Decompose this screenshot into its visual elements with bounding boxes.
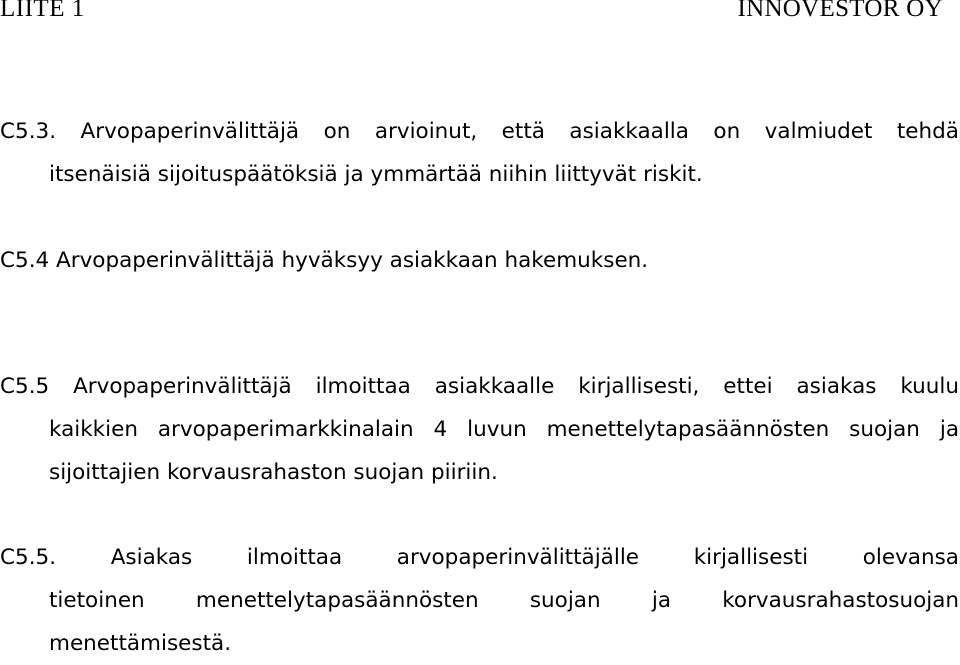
paragraph-c5-5-notice [0, 365, 959, 494]
paragraph-c5-4-line-1: C5.4 Arvopaperinvälittäjä hyväksyy asiakkaan hakemuksen. [0, 248, 649, 273]
paragraph-c5-3-line-2: itsenäisiä sijoituspäätöksiä ja ymmärtää niihin liittyvät riskit. [49, 162, 703, 187]
paragraph-c5-3-line-1: C5.3. Arvopaperinvälittäjä on arvioinut, että asiakkaalla on valmiudet tehdä [0, 119, 959, 144]
paragraph-c5-5-notice-line-3: sijoittajien korvausrahaston suojan piiriin. [49, 460, 498, 485]
paragraph-c5-5-acknowledgement-line-3: menettämisestä. [49, 631, 232, 656]
paragraph-c5-5-acknowledgement-line-2: tietoinen menettelytapasäännösten suojan ja korvausrahastosuojan [49, 588, 959, 613]
paragraph-c5-5-acknowledgement [0, 536, 959, 665]
paragraph-c5-5-notice-line-1: C5.5 Arvopaperinvälittäjä ilmoittaa asiakkaalle kirjallisesti, ettei asiakas kuulu [0, 374, 959, 399]
header-appendix-label: LIITE 1 [0, 0, 85, 22]
paragraph-c5-4 [0, 239, 959, 282]
paragraph-c5-5-notice-line-2: kaikkien arvopaperimarkkinalain 4 luvun menettelytapasäännösten suojan ja [49, 417, 959, 442]
header-company-name: INNOVESTOR OY [737, 0, 943, 22]
paragraph-c5-5-acknowledgement-line-1: C5.5. Asiakas ilmoittaa arvopaperinvälittäjälle kirjallisesti olevansa [0, 545, 959, 570]
paragraph-c5-3 [0, 110, 959, 196]
